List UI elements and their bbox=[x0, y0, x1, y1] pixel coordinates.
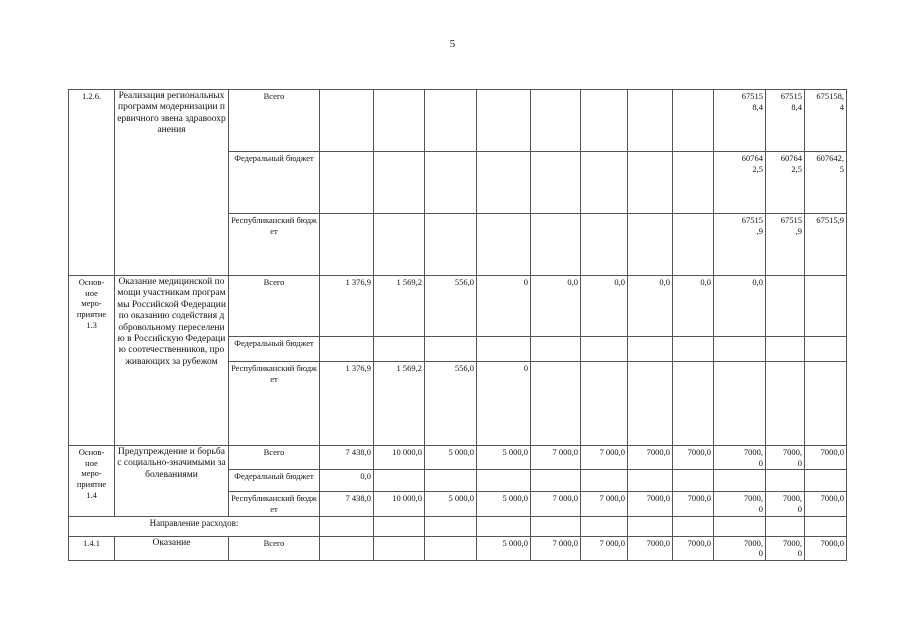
value-cell: 7 000,0 bbox=[581, 536, 628, 560]
value-cell: 60764 2,5 bbox=[766, 152, 805, 214]
row-1-4-1-name: Оказание bbox=[115, 536, 229, 560]
value-cell bbox=[425, 470, 477, 492]
value-cell: 0,0 bbox=[673, 276, 714, 337]
empty-cell bbox=[805, 516, 847, 536]
value-cell bbox=[628, 470, 673, 492]
row-1-4-1-number: 1.4.1 bbox=[69, 536, 115, 560]
value-cell: 0,0 bbox=[628, 276, 673, 337]
value-cell bbox=[531, 470, 581, 492]
funding-source-label: Республиканский бюджет bbox=[229, 362, 320, 446]
direction-row bbox=[69, 516, 847, 536]
value-cell: 7000,0 bbox=[628, 492, 673, 516]
value-cell bbox=[673, 337, 714, 362]
value-cell: 5 000,0 bbox=[425, 492, 477, 516]
value-cell bbox=[374, 337, 425, 362]
funding-source-label: Всего bbox=[229, 90, 320, 152]
value-cell: 5 000,0 bbox=[477, 536, 531, 560]
value-cell: 60764 2,5 bbox=[714, 152, 766, 214]
value-cell bbox=[766, 470, 805, 492]
value-cell: 7 000,0 bbox=[581, 446, 628, 470]
page-number: 5 bbox=[449, 38, 456, 50]
program-1-2-6-number: 1.2.6. bbox=[69, 90, 115, 276]
value-cell bbox=[425, 214, 477, 276]
value-cell: 556,0 bbox=[425, 276, 477, 337]
empty-cell bbox=[320, 516, 374, 536]
value-cell: 0 bbox=[477, 362, 531, 446]
value-cell bbox=[425, 152, 477, 214]
value-cell bbox=[628, 90, 673, 152]
empty-cell bbox=[673, 516, 714, 536]
value-cell bbox=[805, 470, 847, 492]
value-cell: 7000, 0 bbox=[714, 536, 766, 560]
value-cell bbox=[581, 152, 628, 214]
value-cell bbox=[320, 214, 374, 276]
value-cell bbox=[628, 362, 673, 446]
value-cell bbox=[673, 90, 714, 152]
value-cell: 7000,0 bbox=[805, 446, 847, 470]
value-cell bbox=[425, 536, 477, 560]
event-1-4-number: Основ- ное меро- приятие 1.4 bbox=[69, 446, 115, 517]
program-1-2-6-name: Реализация региональных программ модернизации первичного звена здравоохранения bbox=[115, 90, 229, 276]
value-cell bbox=[374, 152, 425, 214]
value-cell: 5 000,0 bbox=[477, 446, 531, 470]
value-cell bbox=[581, 214, 628, 276]
value-cell: 0 bbox=[477, 276, 531, 337]
funding-source-label: Федеральный бюджет bbox=[229, 337, 320, 362]
value-cell: 7000,0 bbox=[628, 446, 673, 470]
value-cell bbox=[628, 337, 673, 362]
value-cell bbox=[805, 362, 847, 446]
value-cell bbox=[531, 90, 581, 152]
value-cell: 0,0 bbox=[581, 276, 628, 337]
value-cell: 675158, 4 bbox=[805, 90, 847, 152]
value-cell bbox=[581, 470, 628, 492]
value-cell bbox=[477, 152, 531, 214]
value-cell: 556,0 bbox=[425, 362, 477, 446]
value-cell: 7000,0 bbox=[628, 536, 673, 560]
value-cell bbox=[581, 90, 628, 152]
table-row bbox=[69, 90, 847, 152]
value-cell bbox=[673, 152, 714, 214]
event-1-3-number: Основ- ное меро- приятие 1.3 bbox=[69, 276, 115, 446]
value-cell bbox=[531, 337, 581, 362]
table-row bbox=[69, 536, 847, 560]
value-cell: 7000,0 bbox=[673, 492, 714, 516]
empty-cell bbox=[714, 516, 766, 536]
value-cell bbox=[805, 276, 847, 337]
funding-source-label: Всего bbox=[229, 276, 320, 337]
value-cell bbox=[477, 214, 531, 276]
value-cell bbox=[425, 337, 477, 362]
empty-cell bbox=[425, 516, 477, 536]
value-cell: 7 000,0 bbox=[581, 492, 628, 516]
value-cell bbox=[320, 337, 374, 362]
value-cell: 0,0 bbox=[714, 276, 766, 337]
value-cell: 7000,0 bbox=[805, 536, 847, 560]
value-cell bbox=[320, 152, 374, 214]
value-cell bbox=[673, 214, 714, 276]
funding-source-label: Республиканский бюджет bbox=[229, 492, 320, 516]
value-cell: 7000,0 bbox=[673, 536, 714, 560]
value-cell bbox=[714, 337, 766, 362]
value-cell: 7000, 0 bbox=[714, 446, 766, 470]
empty-cell bbox=[374, 516, 425, 536]
value-cell: 607642, 5 bbox=[805, 152, 847, 214]
table-row bbox=[69, 276, 847, 337]
funding-source-label: Всего bbox=[229, 446, 320, 470]
direction-label: Направление расходов: bbox=[69, 516, 320, 536]
value-cell: 5 000,0 bbox=[425, 446, 477, 470]
value-cell: 1 569,2 bbox=[374, 362, 425, 446]
value-cell bbox=[714, 362, 766, 446]
value-cell: 7 000,0 bbox=[531, 446, 581, 470]
value-cell: 67515 8,4 bbox=[714, 90, 766, 152]
value-cell bbox=[320, 536, 374, 560]
value-cell bbox=[531, 362, 581, 446]
value-cell bbox=[766, 337, 805, 362]
empty-cell bbox=[628, 516, 673, 536]
funding-source-label: Всего bbox=[229, 536, 320, 560]
budget-table bbox=[68, 89, 847, 561]
empty-cell bbox=[766, 516, 805, 536]
value-cell: 0,0 bbox=[531, 276, 581, 337]
value-cell bbox=[581, 337, 628, 362]
value-cell: 1 376,9 bbox=[320, 362, 374, 446]
value-cell: 7000, 0 bbox=[766, 492, 805, 516]
value-cell bbox=[628, 214, 673, 276]
value-cell bbox=[673, 362, 714, 446]
value-cell bbox=[805, 337, 847, 362]
value-cell bbox=[673, 470, 714, 492]
event-1-3-name: Оказание медицинской помощи участникам программы Российской Федерации по оказанию содействия добровольному переселению в Российскую Федерацию соотечественников, проживающих за рубежом bbox=[115, 276, 229, 446]
funding-source-label: Республиканский бюджет bbox=[229, 214, 320, 276]
value-cell: 5 000,0 bbox=[477, 492, 531, 516]
value-cell bbox=[714, 470, 766, 492]
value-cell: 7000,0 bbox=[805, 492, 847, 516]
value-cell: 7 438,0 bbox=[320, 492, 374, 516]
empty-cell bbox=[477, 516, 531, 536]
value-cell: 7000, 0 bbox=[766, 536, 805, 560]
value-cell: 7 000,0 bbox=[531, 536, 581, 560]
value-cell: 7 438,0 bbox=[320, 446, 374, 470]
value-cell bbox=[374, 470, 425, 492]
value-cell bbox=[320, 90, 374, 152]
value-cell: 67515,9 bbox=[805, 214, 847, 276]
empty-cell bbox=[531, 516, 581, 536]
value-cell bbox=[477, 90, 531, 152]
value-cell bbox=[766, 276, 805, 337]
value-cell bbox=[628, 152, 673, 214]
value-cell bbox=[374, 214, 425, 276]
value-cell: 67515 ,9 bbox=[714, 214, 766, 276]
value-cell: 7000, 0 bbox=[766, 446, 805, 470]
funding-source-label: Федеральный бюджет bbox=[229, 152, 320, 214]
value-cell: 10 000,0 bbox=[374, 492, 425, 516]
value-cell: 7 000,0 bbox=[531, 492, 581, 516]
value-cell bbox=[477, 470, 531, 492]
value-cell: 0,0 bbox=[320, 470, 374, 492]
value-cell: 67515 8,4 bbox=[766, 90, 805, 152]
event-1-4-name: Предупреждение и борьба с социально-значимыми заболеваниями bbox=[115, 446, 229, 517]
value-cell bbox=[374, 90, 425, 152]
value-cell bbox=[766, 362, 805, 446]
value-cell bbox=[531, 214, 581, 276]
value-cell: 1 569,2 bbox=[374, 276, 425, 337]
value-cell bbox=[374, 536, 425, 560]
empty-cell bbox=[581, 516, 628, 536]
value-cell: 10 000,0 bbox=[374, 446, 425, 470]
value-cell: 1 376,9 bbox=[320, 276, 374, 337]
value-cell: 7000, 0 bbox=[714, 492, 766, 516]
value-cell bbox=[531, 152, 581, 214]
table-row bbox=[69, 446, 847, 470]
value-cell: 67515 ,9 bbox=[766, 214, 805, 276]
value-cell bbox=[581, 362, 628, 446]
value-cell: 7000,0 bbox=[673, 446, 714, 470]
funding-source-label: Федеральный бюджет bbox=[229, 470, 320, 492]
value-cell bbox=[477, 337, 531, 362]
value-cell bbox=[425, 90, 477, 152]
